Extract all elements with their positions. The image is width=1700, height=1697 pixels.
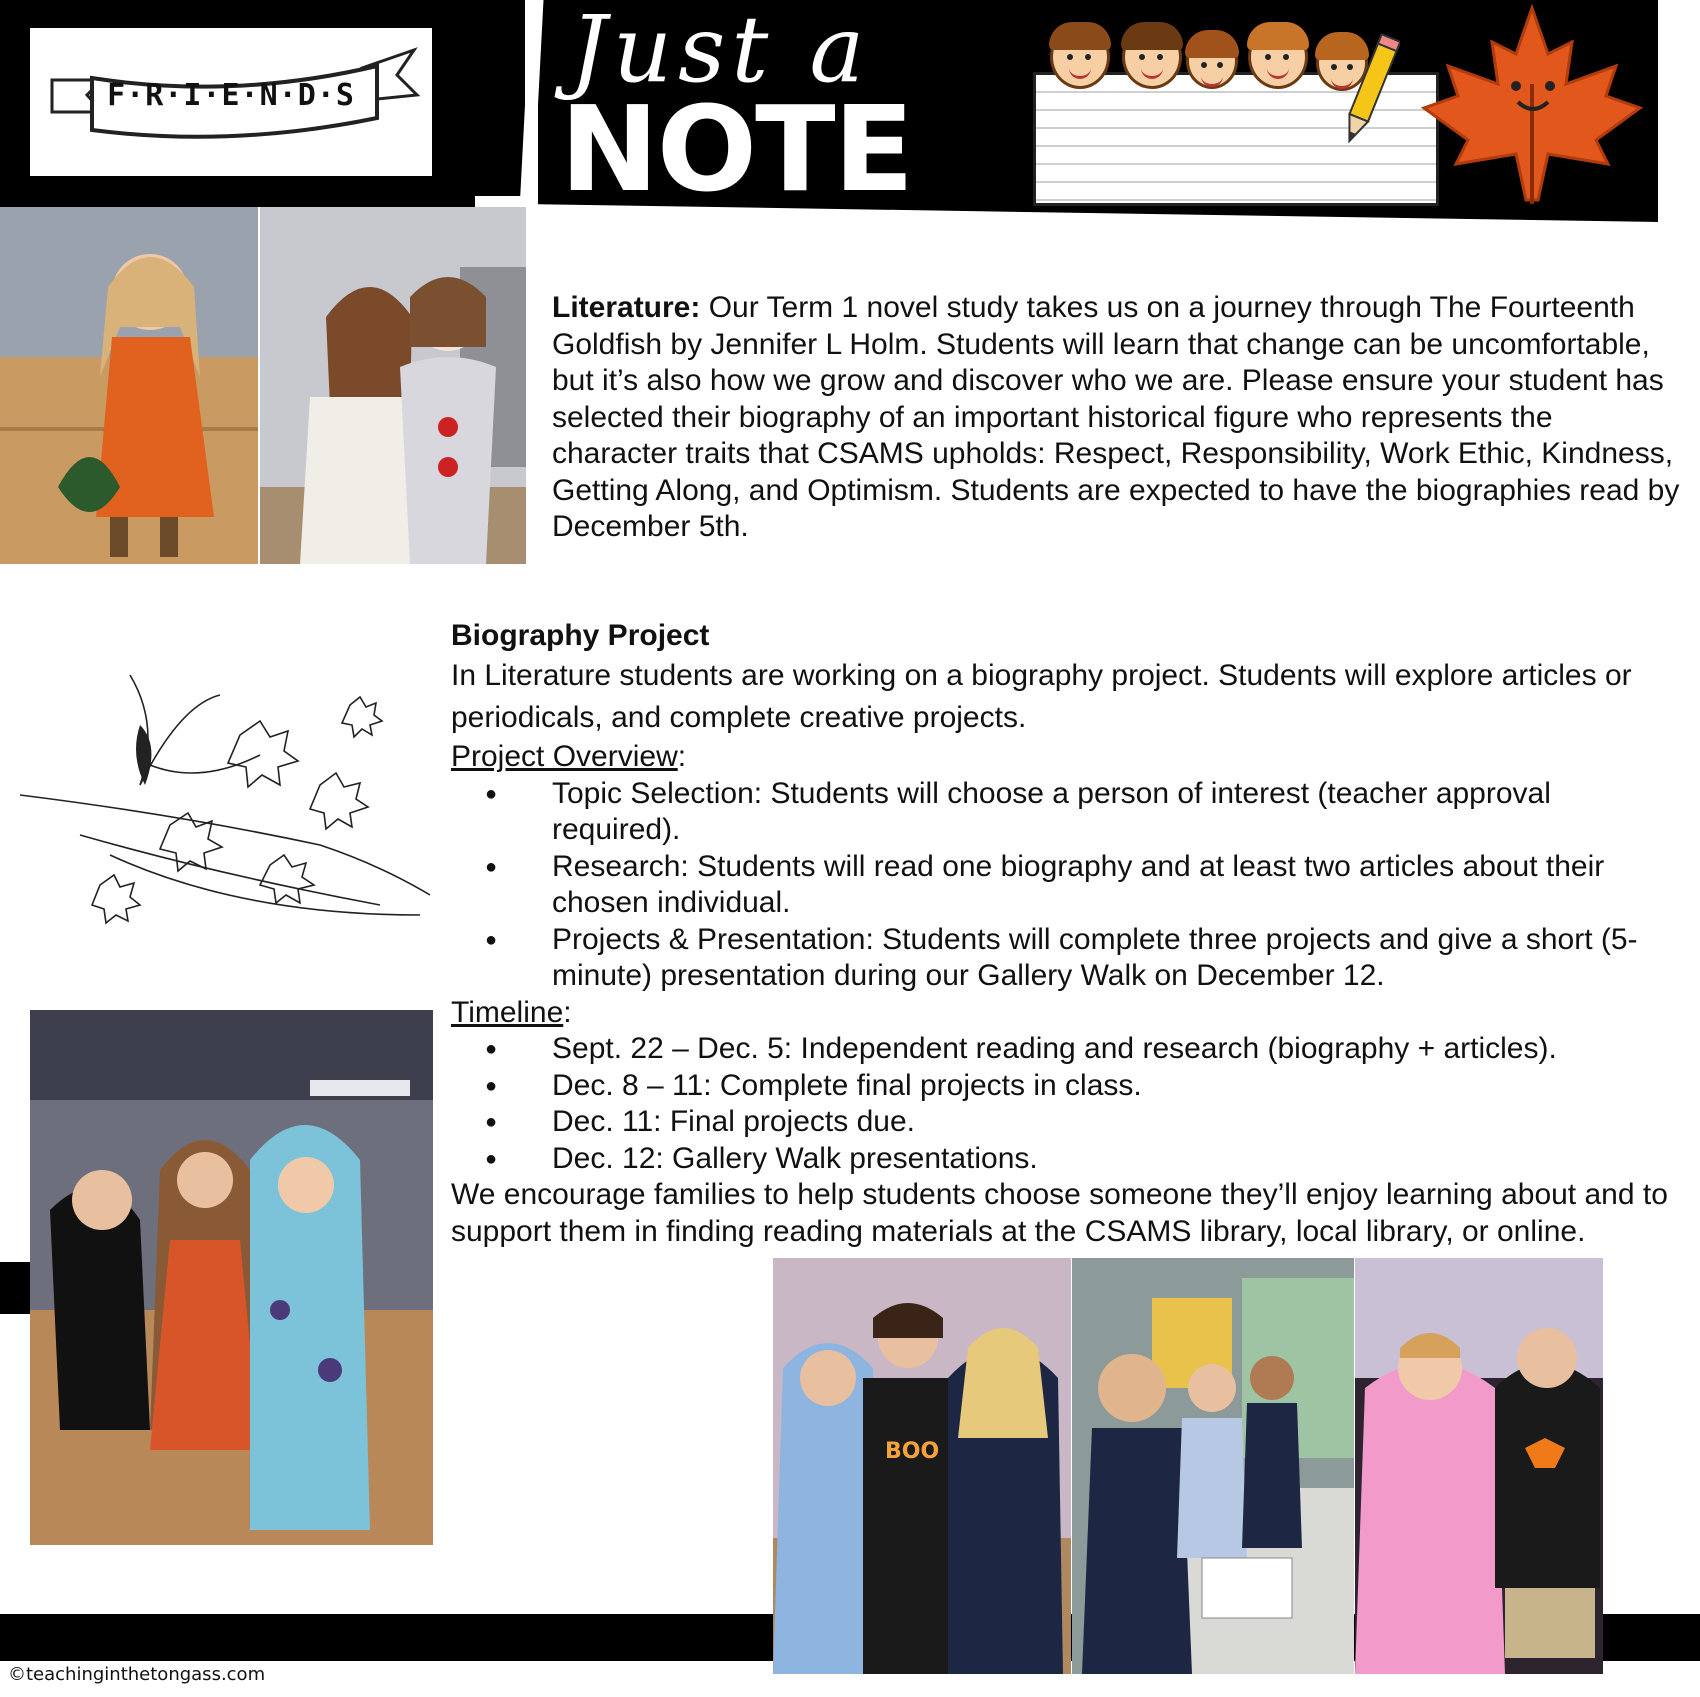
list-item: ● Dec. 8 – 11: Complete final projects in class. [451,1068,1681,1105]
photo-girl-pumpkin-costume [0,207,258,564]
svg-text:BOO: BOO [885,1439,940,1464]
cartoon-kid-1 [1050,25,1110,89]
list-item: ● Dec. 11: Final projects due. [451,1104,1681,1141]
photo-science-lab-students [1072,1258,1354,1674]
list-item: ● Dec. 12: Gallery Walk presentations. [451,1141,1681,1178]
overview-heading-line: Project Overview: [451,740,687,773]
maple-leaf-icon [1420,4,1645,214]
photo-three-friends-gym [30,1010,433,1545]
friends-logo [30,28,432,176]
biography-intro: In Literature students are working on a biography project. Students will explore articles or periodicals, and complete creative projects. [451,659,1632,734]
literature-label: Literature: [552,291,701,324]
literature-paragraph [552,290,1682,546]
overview-list [451,776,1681,995]
timeline-heading-line: Timeline: [451,995,572,1029]
biography-title: Biography Project [451,619,710,652]
photo-students-costumes-group [773,1258,1071,1674]
photo-two-boys-costumes [1355,1258,1603,1674]
timeline-heading: Timeline [451,995,564,1029]
header-left-strip [0,193,475,207]
list-item: ● Topic Selection: Students will choose a person of interest (teacher approval required). [451,776,1681,849]
title-note: NOTE [560,80,913,218]
friends-logo-text: F·R·I·E·N·D·S [107,78,355,113]
title-just-a: Just a [570,0,871,103]
timeline-list [451,1031,1681,1177]
biography-closing: We encourage families to help students choose someone they’ll enjoy learning about and to support them in finding reading materials at the CSAMS library, local library, or online. [451,1178,1668,1248]
copyright-text: ©teachinginthetongass.com [8,1664,266,1685]
cartoon-kid-4 [1248,25,1308,89]
literature-text: Our Term 1 novel study takes us on a journey through The Fourteenth Goldfish by Jennifer L Holm. Students will learn that change can be uncomfortable, but it’s also how we grow and discover who we are. Please ensure your student has selected their biography of an important historical figure who represents the character traits that CSAMS upholds: Respect, Responsibility, Work Ethic, Kindness, Getting Along, and Optimism. Students are expected to have the biographies read by December 5th. [552,291,1680,543]
left-black-tab [0,1262,34,1314]
overview-heading: Project Overview [451,740,678,773]
list-item: ● Research: Students will read one biography and at least two articles about their chosen individual. [451,849,1681,922]
pencil-icon [1340,30,1400,150]
biography-section [451,617,1681,1250]
list-item: ● Sept. 22 – Dec. 5: Independent reading and research (biography + articles). [451,1031,1681,1068]
cartoon-kid-2 [1122,25,1182,89]
cartoon-kid-3 [1186,33,1238,89]
list-item: ● Projects & Presentation: Students will complete three projects and give a short (5-minute) presentation during our Gallery Walk on December 12. [451,922,1681,995]
leaves-sketch-illustration [20,645,450,945]
photo-friends-clown-costume [260,207,526,564]
